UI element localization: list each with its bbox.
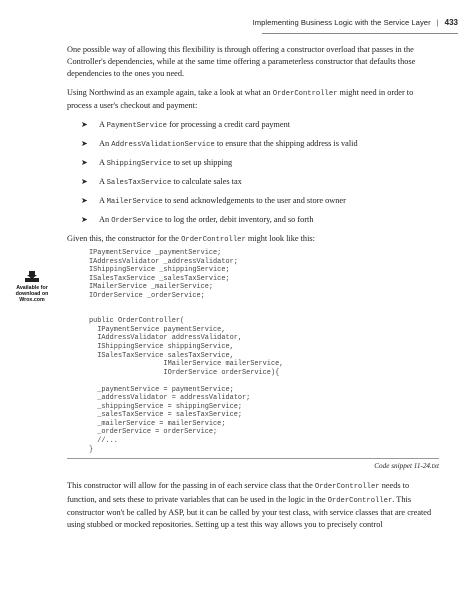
- list-item: ➤ A ShippingService to set up shipping: [81, 158, 233, 168]
- inline-code: OrderController: [314, 483, 380, 492]
- code-listing: [15, 249, 439, 454]
- header-separator: |: [436, 17, 439, 27]
- arrow-bullet-icon: ➤: [81, 177, 88, 186]
- badge-line-3: Wrox.com: [19, 297, 45, 304]
- paragraph-4: This constructor will allow for the passing in of each service class that the OrderController needs to function, and sets these to private variables that can be used in the logic in the OrderController. This constructor won't be called by ASP, but it can be called by your test class, with service classes that are created using stubbed or mocked repositories. Setting up a test this way allows you to precisely control: [67, 481, 432, 529]
- arrow-bullet-icon: ➤: [81, 139, 88, 148]
- inline-code: OrderController: [272, 90, 338, 98]
- snippet-caption: Code snippet 11-24.txt: [374, 462, 439, 471]
- code-block: IPaymentService _paymentService; IAddressValidator _addressValidator; IShippingService _shippingService; ISalesTaxService _salesTaxService; IMailerService _mailerService; IOrderService _orderService; public OrderController( IPaymentService paymentService, IAddressValidator addressValidator, IShippingService shippingService, ISalesTaxService salesTaxService, IMailerService mailerService, IOrderService orderService){ _paymentService = paymentService; _addressValidator = addressValidator; _shippingService = shippingService; _salesTaxService = salesTaxService; _mailerService = mailerService; _orderService = orderService; //... }: [89, 249, 284, 454]
- inline-code: PaymentService: [106, 122, 167, 130]
- arrow-bullet-icon: ➤: [81, 158, 88, 167]
- arrow-bullet-icon: ➤: [81, 120, 88, 129]
- inline-code: MailerService: [106, 198, 163, 206]
- download-icon: [24, 271, 40, 283]
- inline-code: AddressValidationService: [111, 141, 215, 149]
- arrow-bullet-icon: ➤: [81, 215, 88, 224]
- service-list: [67, 119, 439, 227]
- arrow-bullet-icon: ➤: [81, 196, 88, 205]
- download-badge[interactable]: [11, 271, 53, 304]
- paragraph-3: Given this, the constructor for the OrderController might look like this:: [67, 234, 315, 244]
- header-title: Implementing Business Logic with the Service Layer: [252, 17, 431, 27]
- page-number: 433: [444, 17, 458, 27]
- paragraph-2: [67, 87, 439, 112]
- list-item: ➤ A MailerService to send acknowledgements to the user and store owner: [81, 196, 346, 206]
- badge-line-1: Available for: [16, 285, 48, 291]
- header-rule: [262, 33, 458, 34]
- paragraph-2-text-a: Using Northwind as an example again, take a look at what an: [67, 88, 273, 97]
- page-body: [15, 44, 439, 538]
- paragraph-2-text-b: might need in order to process a user's checkout and payment:: [67, 88, 414, 110]
- badge-line-2: download on: [15, 291, 49, 298]
- list-item: ➤ An OrderService to log the order, debit inventory, and so forth: [81, 215, 314, 225]
- snippet-rule: [67, 458, 439, 459]
- inline-code: OrderService: [111, 217, 163, 225]
- inline-code: SalesTaxService: [106, 179, 172, 187]
- inline-code: OrderController: [327, 496, 393, 505]
- list-item: ➤ A SalesTaxService to calculate sales tax: [81, 177, 242, 187]
- list-item: ➤ A PaymentService for processing a credit card payment: [81, 120, 291, 130]
- inline-code: ShippingService: [106, 160, 172, 168]
- inline-code: OrderController: [181, 236, 246, 244]
- list-item: ➤ An AddressValidationService to ensure that the shipping address is valid: [81, 139, 358, 149]
- running-header: [60, 10, 458, 34]
- paragraph-1: One possible way of allowing this flexibility is through offering a constructor overload that passes in the Controller's dependencies, while at the same time offering a parameterless constructor that defaults those dependencies to the ones you need.: [67, 45, 416, 78]
